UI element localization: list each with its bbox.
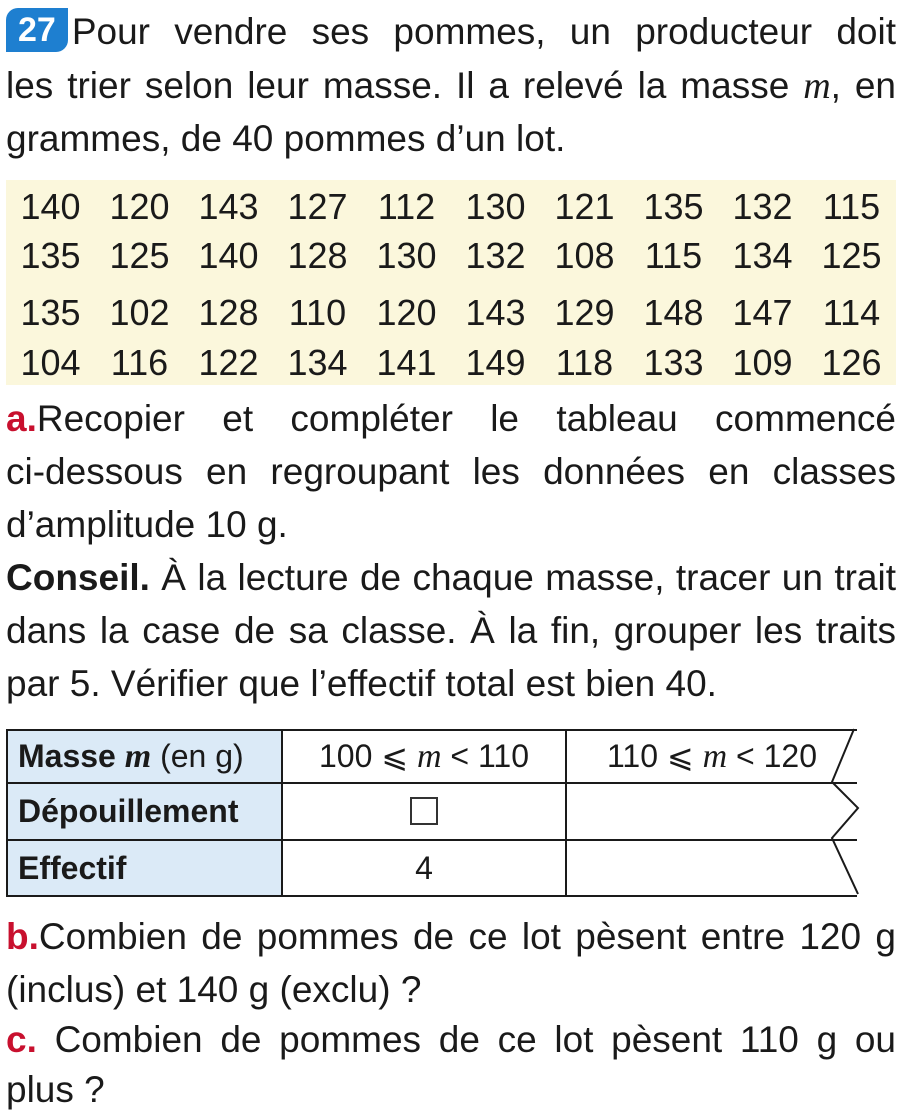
tally-header-cell: Dépouillement <box>7 783 282 840</box>
data-value: 102 <box>109 292 170 333</box>
data-value: 148 <box>643 292 704 333</box>
data-value: 112 <box>377 186 436 227</box>
data-value: 147 <box>732 292 793 333</box>
part-c-text-1: Combien de pommes de ce lot pèsent 110 g ou <box>54 1019 897 1060</box>
data-value: 135 <box>20 292 81 333</box>
empty-square-icon <box>410 797 438 825</box>
data-row <box>6 231 896 281</box>
part-b-label: b. <box>6 916 39 957</box>
data-value: 122 <box>198 342 259 383</box>
data-value: 128 <box>198 292 259 333</box>
data-value: 135 <box>643 186 704 227</box>
data-value: 140 <box>198 235 259 276</box>
data-value: 110 <box>288 292 347 333</box>
part-a-text-1: Recopier et compléter le tableau commencé <box>36 398 896 439</box>
mass-header-cell: Masse m (en g) <box>7 730 282 783</box>
data-value: 130 <box>376 235 437 276</box>
advice-line-3: par 5. Vérifier que l’effectif total est bien 40. <box>6 663 717 704</box>
data-value: 120 <box>376 292 437 333</box>
class-2-cell: 110 ⩽ m < 120 <box>566 730 857 783</box>
table-row-tally <box>7 783 857 840</box>
data-value: 120 <box>109 186 170 227</box>
table-row-count <box>7 840 857 896</box>
part-b-line-2: (inclus) et 140 g (exclu) ? <box>6 969 422 1010</box>
data-value: 149 <box>465 342 526 383</box>
data-value: 108 <box>554 235 615 276</box>
data-value: 133 <box>643 342 704 383</box>
data-value: 143 <box>465 292 526 333</box>
data-value: 114 <box>822 292 881 333</box>
data-value: 134 <box>732 235 793 276</box>
data-value: 104 <box>20 342 81 383</box>
data-value: 121 <box>554 186 615 227</box>
class-1-cell: 100 ⩽ m < 110 <box>282 730 566 783</box>
advice-text-1: À la lecture de chaque masse, tracer un trait <box>161 557 896 598</box>
count-header-cell: Effectif <box>7 840 282 896</box>
intro-line-3: grammes, de 40 pommes d’un lot. <box>6 118 566 159</box>
intro-text-2b: , en <box>830 65 897 106</box>
data-value: 130 <box>465 186 526 227</box>
data-value: 143 <box>198 186 259 227</box>
data-value: 141 <box>376 342 437 383</box>
data-value: 115 <box>822 186 881 227</box>
part-c-label: c. <box>6 1019 37 1060</box>
data-value: 109 <box>732 342 793 383</box>
part-a-label: a. <box>6 398 37 439</box>
count-cell-1: 4 <box>282 840 566 896</box>
variable-m: m <box>803 65 831 107</box>
advice-line-2: dans la case de sa classe. À la fin, grouper les traits <box>6 610 896 651</box>
mass-data-box <box>6 180 896 385</box>
part-a-line-2: ci-dessous en regroupant les données en classes <box>6 451 896 492</box>
data-value: 134 <box>287 342 348 383</box>
part-c-line-2: plus ? <box>6 1069 105 1110</box>
data-value: 132 <box>732 186 793 227</box>
table-row-mass <box>7 730 857 783</box>
part-c-line-1 <box>6 1014 896 1066</box>
intro-line-2 <box>6 60 896 112</box>
data-value: 126 <box>821 342 882 383</box>
data-value: 125 <box>821 235 882 276</box>
data-row <box>6 288 896 338</box>
data-value: 115 <box>644 235 703 276</box>
data-value: 140 <box>20 186 81 227</box>
data-row <box>6 182 896 232</box>
data-value: 135 <box>20 235 81 276</box>
data-value: 125 <box>109 235 170 276</box>
tally-cell-1 <box>282 783 566 840</box>
part-b-text-1: Combien de pommes de ce lot pèsent entre 120 g <box>38 916 896 957</box>
advice-line-1 <box>6 552 896 604</box>
part-a-line-1 <box>6 393 896 445</box>
part-a-line-3: d’amplitude 10 g. <box>6 504 288 545</box>
data-value: 128 <box>287 235 348 276</box>
intro-line-1 <box>6 6 896 58</box>
tally-cell-2 <box>566 783 857 840</box>
count-cell-2 <box>566 840 857 896</box>
torn-table-edge <box>830 728 870 896</box>
data-value: 129 <box>554 292 615 333</box>
intro-text-2a: les trier selon leur masse. Il a relevé la masse <box>6 65 790 106</box>
exercise-number-badge: 27 <box>6 8 68 52</box>
part-b-line-1 <box>6 911 896 963</box>
advice-label: Conseil. <box>6 557 150 598</box>
data-value: 127 <box>287 186 348 227</box>
data-value: 116 <box>110 342 169 383</box>
data-row <box>6 338 896 388</box>
data-value: 132 <box>465 235 526 276</box>
data-value: 118 <box>555 342 614 383</box>
intro-text-1: Pour vendre ses pommes, un producteur doit <box>71 11 896 52</box>
frequency-table <box>6 729 857 897</box>
